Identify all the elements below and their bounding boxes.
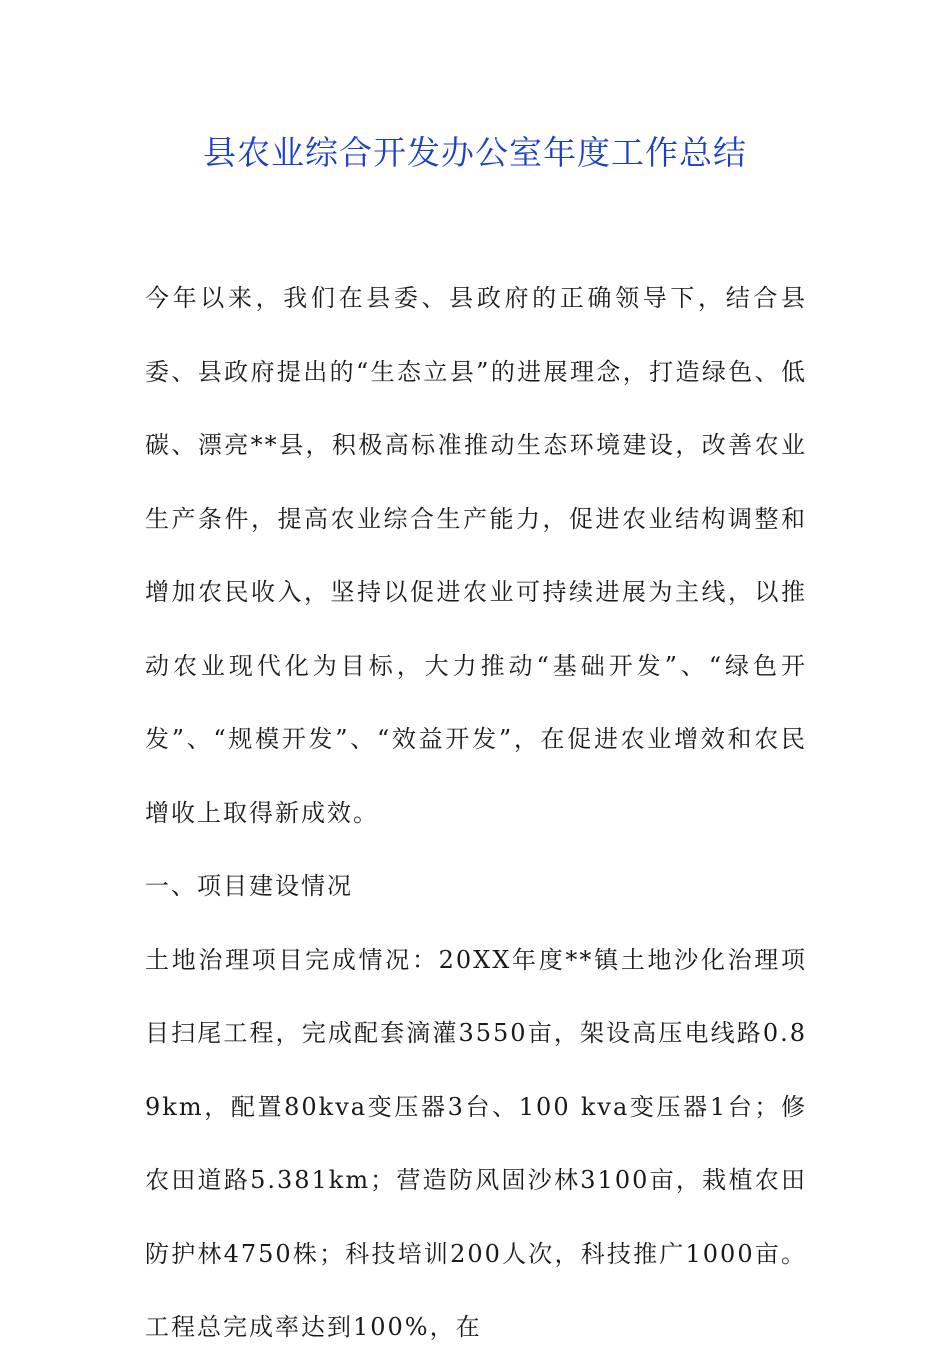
document-body [145,262,807,1365]
intro-paragraph: 今年以来，我们在县委、县政府的正确领导下，结合县委、县政府提出的“生态立县”的进展理念，打造绿色、低碳、漂亮**县，积极高标准推动生态环境建设，改善农业生产条件，提高农业综合生产能力，促进农业结构调整和增加农民收入，坚持以促进农业可持续进展为主线，以推动农业现代化为目标，大力推动“基础开发”、“绿色开发”、“规模开发”、“效益开发”，在促进农业增效和农民增收上取得新成效。 [145,284,807,827]
document-title: 县农业综合开发办公室年度工作总结 [203,133,747,172]
section-heading: 一、项目建设情况 [145,872,353,900]
section-paragraph: 土地治理项目完成情况：20XX年度**镇土地沙化治理项目扫尾工程，完成配套滴灌3550亩，架设高压电线路0.89km，配置80kva变压器3台、100 kva变压器1台；修农田道路5.381km；营造防风固沙林3100亩，栽植农田防护林4750株；科技培训200人次，科技推广1000亩。工程总完成率达到100%，在 [145,945,807,1341]
